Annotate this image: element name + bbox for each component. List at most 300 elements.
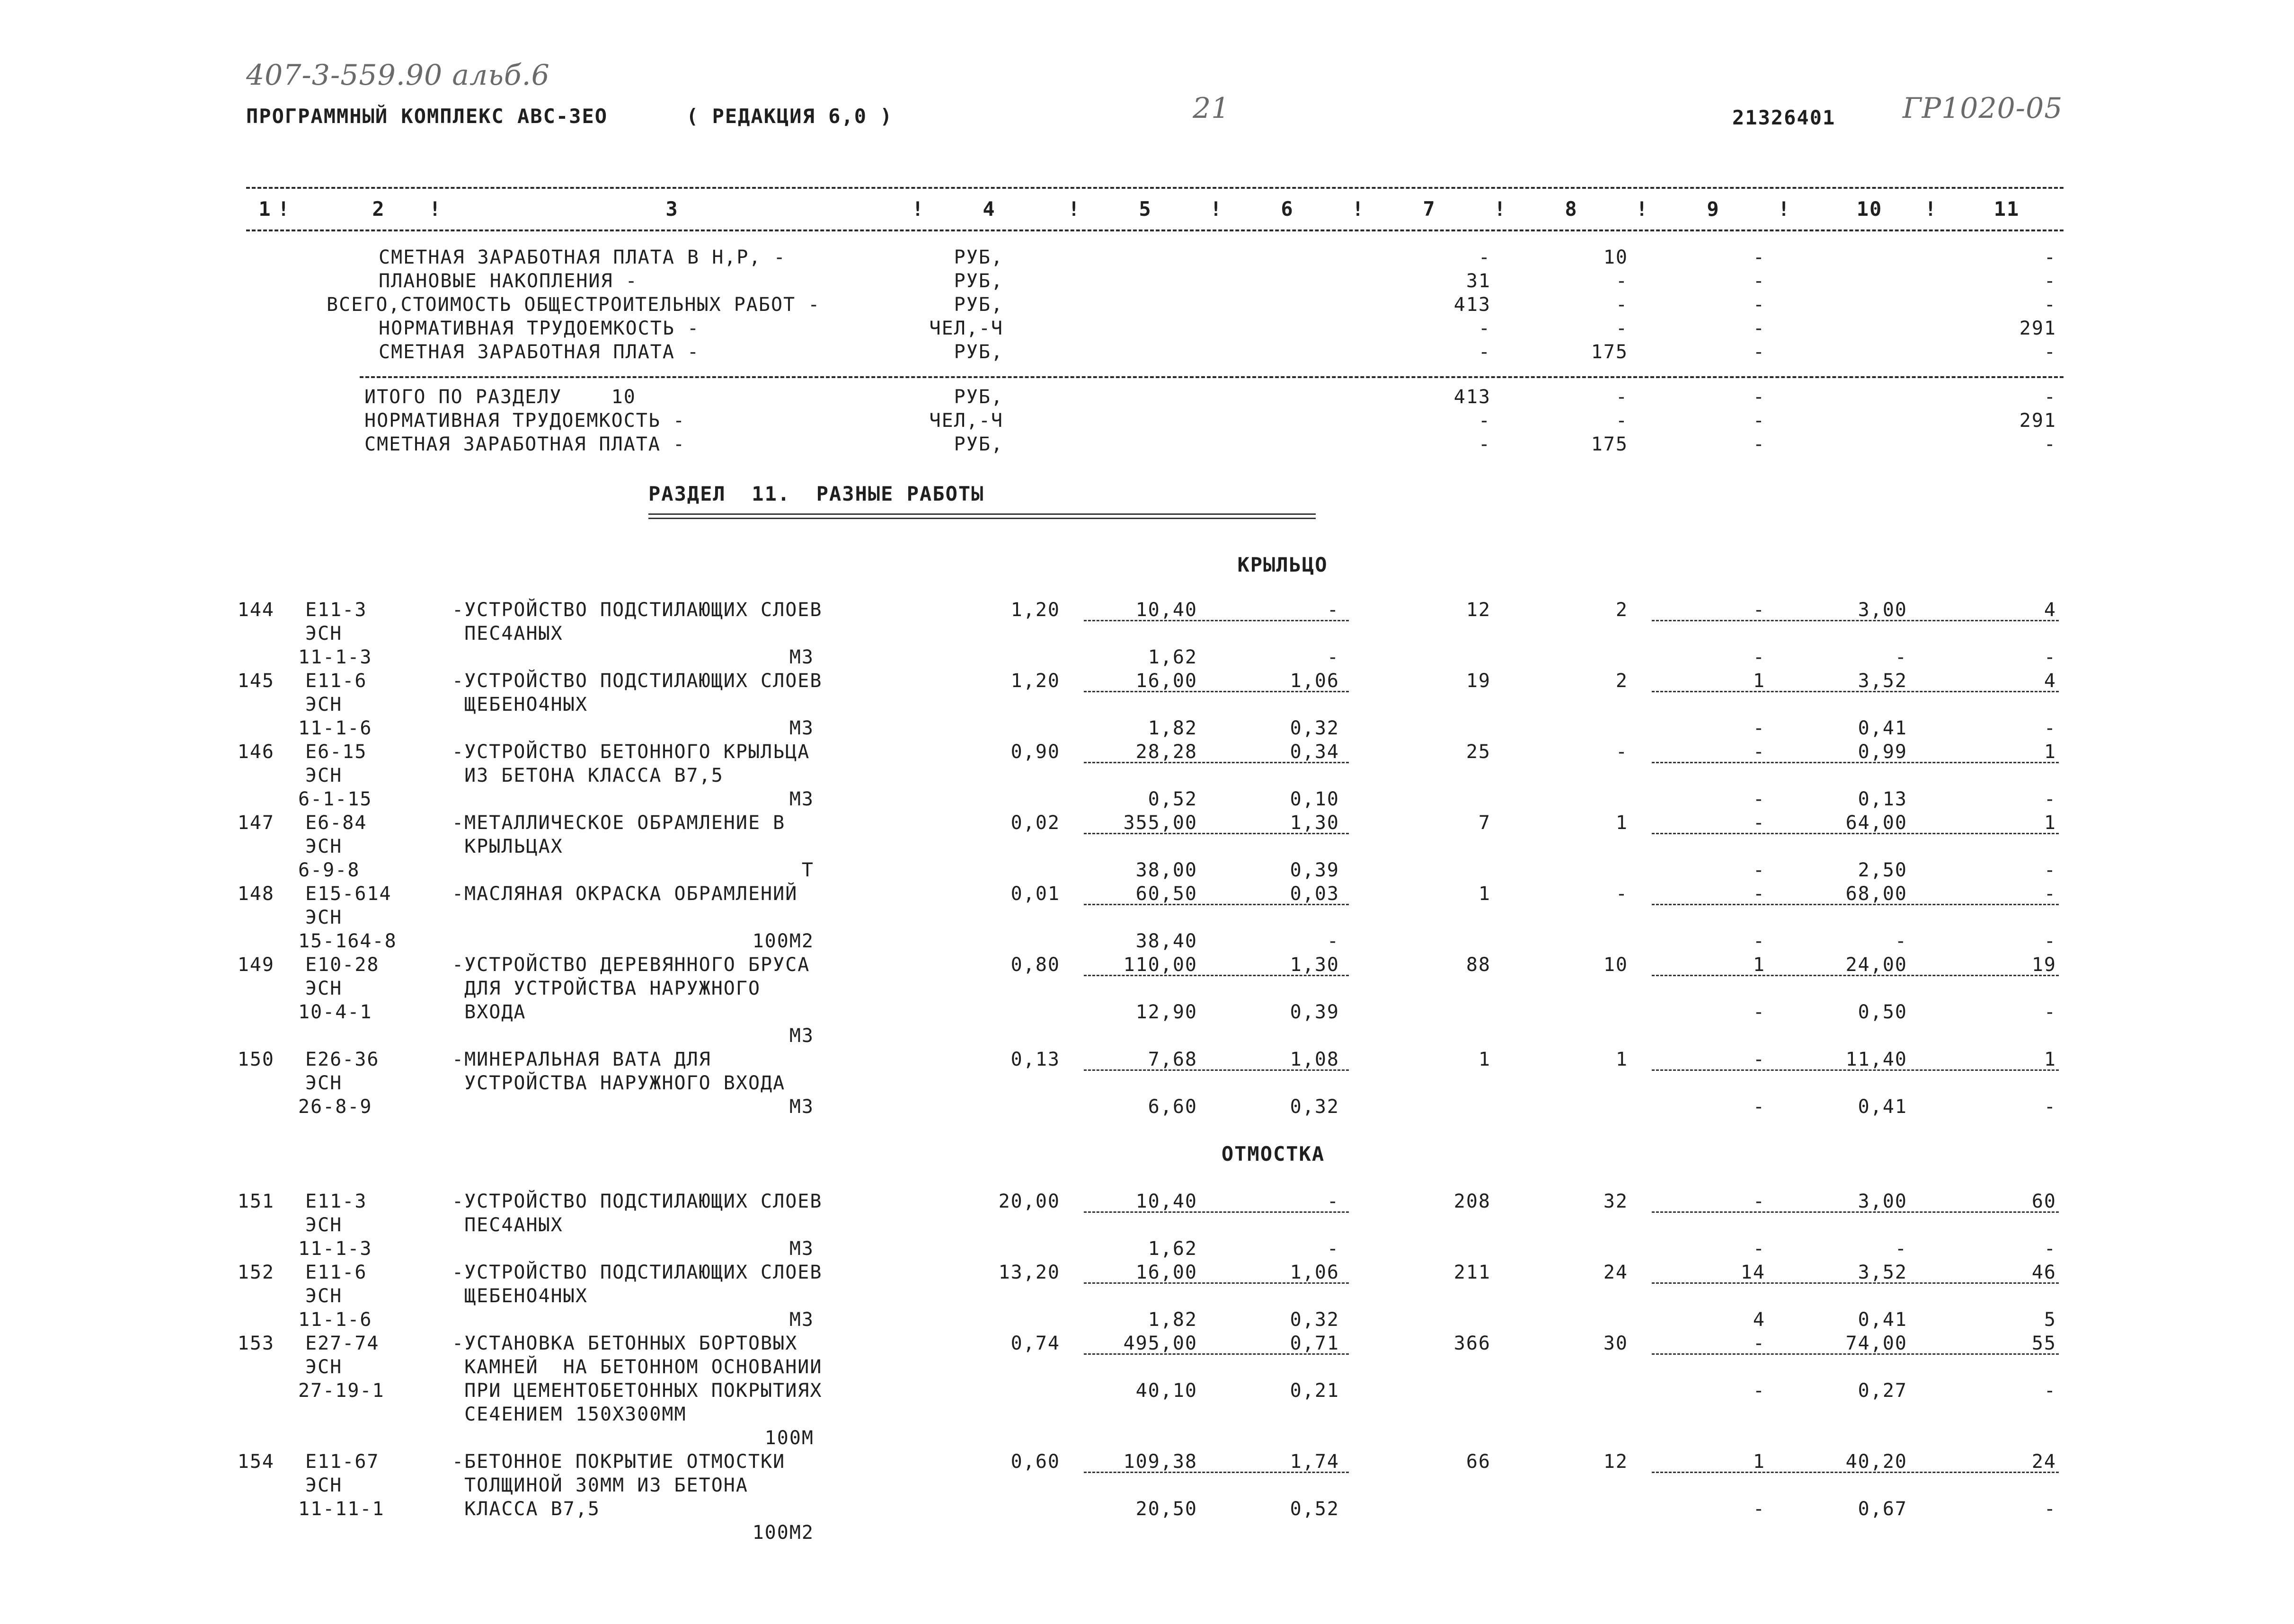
item-description: СЕ4ЕНИЕМ 150Х300ММ: [452, 1403, 687, 1425]
summary-col11: -: [2044, 341, 2056, 363]
item-unit-cost: 10,40: [1135, 1191, 1197, 1212]
item-code: 26-8-9: [298, 1096, 372, 1118]
item-col11-lower: -: [2044, 646, 2056, 668]
item-code: ЭСН: [305, 1214, 343, 1236]
column-separator: !: [277, 197, 291, 221]
item-unit-cost: 28,28: [1135, 741, 1197, 763]
item-machine-cost: -: [1327, 1191, 1339, 1212]
column-separator: !: [1778, 197, 1791, 221]
item-code: Е27-74: [305, 1333, 380, 1354]
item-unit-wage: 12,90: [1135, 1001, 1197, 1023]
item-quantity: 13,20: [998, 1262, 1060, 1283]
summary-col8: -: [1615, 294, 1628, 316]
item-labor-norm: 68,00: [1845, 883, 1907, 905]
summary-col11: 291: [2019, 318, 2056, 339]
item-code: 6-1-15: [298, 788, 372, 810]
item-code: 10-4-1: [298, 1001, 372, 1023]
item-number: 154: [237, 1451, 275, 1473]
item-description: КАМНЕЙ НА БЕТОННОМ ОСНОВАНИИ: [452, 1356, 823, 1378]
item-machine-cost: -: [1327, 599, 1339, 621]
column-number: 10: [1856, 197, 1883, 221]
section-total-col7: -: [1478, 433, 1491, 455]
item-labor-norm: 74,00: [1845, 1333, 1907, 1354]
item-description: -БЕТОННОЕ ПОКРЫТИЕ ОТМОСТКИ: [452, 1451, 786, 1473]
item-machine-wage: 1: [1753, 954, 1765, 976]
item-col9-lower: -: [1753, 859, 1765, 881]
item-total-cost: 7: [1478, 812, 1491, 834]
item-total-cost: 208: [1453, 1191, 1491, 1212]
item-description: -МЕТАЛЛИЧЕСКОЕ ОБРАМЛЕНИЕ В: [452, 812, 786, 834]
item-col10-lower: -: [1895, 930, 1907, 952]
column-separator: !: [1494, 197, 1507, 221]
item-machine-cost: 1,06: [1290, 1262, 1339, 1283]
column-number: 4: [983, 197, 996, 221]
item-code: Е15-614: [305, 883, 392, 905]
item-labor-total: 1: [2044, 812, 2056, 834]
item-unit-machine-wage: 0,52: [1290, 1498, 1339, 1520]
item-unit-cost: 16,00: [1135, 670, 1197, 692]
item-description: ТОЛЩИНОЙ 30ММ ИЗ БЕТОНА: [452, 1474, 748, 1496]
item-code: 27-19-1: [298, 1380, 385, 1402]
item-code: Е10-28: [305, 954, 380, 976]
item-wage: 10: [1603, 954, 1628, 976]
item-unit-cost: 355,00: [1123, 812, 1197, 834]
item-unit-cost: 110,00: [1123, 954, 1197, 976]
section-title: РАЗДЕЛ 11. РАЗНЫЕ РАБОТЫ: [648, 482, 984, 505]
item-code: 6-9-8: [298, 859, 360, 881]
handwritten-project-code: ГР1020-05: [1903, 92, 2063, 125]
item-quantity: 1,20: [1010, 599, 1060, 621]
item-machine-wage: -: [1753, 1049, 1765, 1070]
item-unit-cost: 60,50: [1135, 883, 1197, 905]
item-unit: М3: [789, 1238, 814, 1260]
item-machine-wage: -: [1753, 599, 1765, 621]
item-code: 11-1-6: [298, 717, 372, 739]
item-labor-total: 4: [2044, 670, 2056, 692]
column-number: 8: [1565, 197, 1578, 221]
item-description: -МИНЕРАЛЬНАЯ ВАТА ДЛЯ: [452, 1049, 711, 1070]
item-col10-lower: 0,41: [1858, 717, 1907, 739]
summary-col9: -: [1753, 341, 1765, 363]
summary-label: СМЕТНАЯ ЗАРАБОТНАЯ ПЛАТА -: [379, 341, 700, 363]
item-col11-lower: -: [2044, 930, 2056, 952]
item-unit: М3: [789, 1309, 814, 1331]
item-col10-lower: 0,67: [1858, 1498, 1907, 1520]
item-col10-lower: 0,50: [1858, 1001, 1907, 1023]
item-quantity: 1,20: [1010, 670, 1060, 692]
item-unit-wage: 38,00: [1135, 859, 1197, 881]
item-wage: 12: [1603, 1451, 1628, 1473]
item-code: Е11-67: [305, 1451, 380, 1473]
item-machine-wage: 1: [1753, 1451, 1765, 1473]
item-unit: М3: [789, 1096, 814, 1118]
item-machine-wage: 14: [1740, 1262, 1765, 1283]
summary-col9: -: [1753, 270, 1765, 292]
item-description: ЩЕБЕНО4НЫХ: [452, 1285, 588, 1307]
item-unit-machine-wage: 0,32: [1290, 1309, 1339, 1331]
section-total-col11: -: [2044, 386, 2056, 408]
summary-col7: 413: [1453, 294, 1491, 316]
document-code: 21326401: [1732, 106, 1836, 129]
column-number: 2: [372, 197, 385, 221]
item-labor-norm: 64,00: [1845, 812, 1907, 834]
column-number: 6: [1281, 197, 1294, 221]
item-code: ЭСН: [305, 1285, 343, 1307]
item-machine-cost: 1,08: [1290, 1049, 1339, 1070]
page-number: 21: [1193, 92, 1230, 125]
item-code: Е11-6: [305, 1262, 367, 1283]
item-machine-cost: 0,34: [1290, 741, 1339, 763]
summary-col7: 31: [1466, 270, 1491, 292]
item-code: 11-11-1: [298, 1498, 385, 1520]
item-description: -УСТРОЙСТВО ДЕРЕВЯННОГО БРУСА: [452, 954, 810, 976]
summary-unit: РУБ,: [954, 294, 1003, 316]
item-total-cost: 1: [1478, 1049, 1491, 1070]
subsection-title: КРЫЛЬЦО: [1237, 553, 1328, 576]
column-separator: !: [1210, 197, 1223, 221]
item-description: КРЫЛЬЦАХ: [452, 836, 563, 857]
item-number: 144: [237, 599, 275, 621]
item-unit: 100М2: [752, 1522, 814, 1544]
item-description: -УСТРОЙСТВО ПОДСТИЛАЮЩИХ СЛОЕВ: [452, 599, 823, 621]
section-total-col9: -: [1753, 410, 1765, 432]
item-unit-cost: 109,38: [1123, 1451, 1197, 1473]
item-unit-machine-wage: 0,21: [1290, 1380, 1339, 1402]
item-description: -УСТРОЙСТВО ПОДСТИЛАЮЩИХ СЛОЕВ: [452, 1262, 823, 1283]
summary-col11: -: [2044, 270, 2056, 292]
section-total-col11: -: [2044, 433, 2056, 455]
section-total-col11: 291: [2019, 410, 2056, 432]
section-total-col8: -: [1615, 410, 1628, 432]
item-wage: 1: [1615, 1049, 1628, 1070]
item-machine-cost: 0,03: [1290, 883, 1339, 905]
item-labor-total: 19: [2031, 954, 2056, 976]
summary-unit: ЧЕЛ,-Ч: [929, 318, 1003, 339]
item-unit-machine-wage: -: [1327, 646, 1339, 668]
item-unit: М3: [789, 717, 814, 739]
summary-col7: -: [1478, 318, 1491, 339]
summary-label: ПЛАНОВЫЕ НАКОПЛЕНИЯ -: [379, 270, 638, 292]
column-separator: !: [912, 197, 925, 221]
item-col11-lower: -: [2044, 1380, 2056, 1402]
program-title: ПРОГРАММНЫЙ КОМПЛЕКС АВС-ЗЕО: [246, 105, 608, 128]
item-number: 151: [237, 1191, 275, 1212]
item-unit-wage: 6,60: [1148, 1096, 1197, 1118]
section-total-label: СМЕТНАЯ ЗАРАБОТНАЯ ПЛАТА -: [364, 433, 686, 455]
item-code: 11-1-3: [298, 1238, 372, 1260]
section-total-unit: РУБ,: [954, 386, 1003, 408]
item-unit-wage: 1,62: [1148, 1238, 1197, 1260]
item-col11-lower: -: [2044, 1096, 2056, 1118]
item-description: ВХОДА: [452, 1001, 526, 1023]
item-quantity: 0,74: [1010, 1333, 1060, 1354]
item-number: 150: [237, 1049, 275, 1070]
item-unit-machine-wage: 0,32: [1290, 1096, 1339, 1118]
item-unit-wage: 1,82: [1148, 1309, 1197, 1331]
item-description: ДЛЯ УСТРОЙСТВА НАРУЖНОГО: [452, 978, 761, 999]
summary-col8: 175: [1591, 341, 1628, 363]
item-description: УСТРОЙСТВА НАРУЖНОГО ВХОДА: [452, 1072, 786, 1094]
column-separator: !: [1352, 197, 1365, 221]
item-unit: М3: [789, 646, 814, 668]
item-wage: -: [1615, 883, 1628, 905]
summary-unit: РУБ,: [954, 341, 1003, 363]
item-wage: 1: [1615, 812, 1628, 834]
item-unit-machine-wage: -: [1327, 930, 1339, 952]
item-code: 11-1-6: [298, 1309, 372, 1331]
item-total-cost: 1: [1478, 883, 1491, 905]
item-quantity: 20,00: [998, 1191, 1060, 1212]
summary-label: НОРМАТИВНАЯ ТРУДОЕМКОСТЬ -: [379, 318, 700, 339]
item-description: -УСТАНОВКА БЕТОННЫХ БОРТОВЫХ: [452, 1333, 798, 1354]
item-machine-wage: -: [1753, 741, 1765, 763]
item-code: ЭСН: [305, 836, 343, 857]
item-number: 145: [237, 670, 275, 692]
item-quantity: 0,01: [1010, 883, 1060, 905]
subsection-title: ОТМОСТКА: [1221, 1142, 1325, 1165]
item-unit: Т: [801, 859, 814, 881]
item-code: ЭСН: [305, 978, 343, 999]
summary-col7: -: [1478, 341, 1491, 363]
item-total-cost: 19: [1466, 670, 1491, 692]
item-code: ЭСН: [305, 1474, 343, 1496]
item-code: 11-1-3: [298, 646, 372, 668]
summary-col9: -: [1753, 318, 1765, 339]
item-quantity: 0,60: [1010, 1451, 1060, 1473]
item-labor-total: 4: [2044, 599, 2056, 621]
item-machine-wage: -: [1753, 1333, 1765, 1354]
item-col10-lower: 0,27: [1858, 1380, 1907, 1402]
item-col9-lower: -: [1753, 717, 1765, 739]
column-separator: !: [1924, 197, 1938, 221]
item-labor-total: -: [2044, 883, 2056, 905]
item-unit-machine-wage: 0,39: [1290, 859, 1339, 881]
item-number: 149: [237, 954, 275, 976]
item-description: ПЕС4АНЫХ: [452, 1214, 563, 1236]
section-total-unit: РУБ,: [954, 433, 1003, 455]
item-number: 146: [237, 741, 275, 763]
column-separator: !: [1068, 197, 1081, 221]
item-quantity: 0,02: [1010, 812, 1060, 834]
item-col10-lower: -: [1895, 646, 1907, 668]
item-number: 153: [237, 1333, 275, 1354]
item-code: 15-164-8: [298, 930, 397, 952]
item-total-cost: 12: [1466, 599, 1491, 621]
item-col9-lower: -: [1753, 1238, 1765, 1260]
section-total-col9: -: [1753, 433, 1765, 455]
item-description: ПЕС4АНЫХ: [452, 623, 563, 644]
item-col11-lower: -: [2044, 1238, 2056, 1260]
item-labor-norm: 24,00: [1845, 954, 1907, 976]
summary-col8: -: [1615, 270, 1628, 292]
item-col11-lower: -: [2044, 788, 2056, 810]
item-unit-cost: 10,40: [1135, 599, 1197, 621]
column-number: 3: [665, 197, 679, 221]
item-unit-wage: 38,40: [1135, 930, 1197, 952]
item-col10-lower: 2,50: [1858, 859, 1907, 881]
item-unit-wage: 20,50: [1135, 1498, 1197, 1520]
item-code: ЭСН: [305, 907, 343, 928]
item-unit: М3: [789, 1025, 814, 1047]
item-machine-wage: -: [1753, 1191, 1765, 1212]
item-unit-wage: 1,82: [1148, 717, 1197, 739]
handwritten-archive-note: 407-3-559.90 альб.6: [246, 59, 550, 92]
item-unit-machine-wage: 0,39: [1290, 1001, 1339, 1023]
item-labor-norm: 11,40: [1845, 1049, 1907, 1070]
summary-col7: -: [1478, 247, 1491, 268]
section-total-col7: 413: [1453, 386, 1491, 408]
section-total-unit: ЧЕЛ,-Ч: [929, 410, 1003, 432]
item-unit-wage: 40,10: [1135, 1380, 1197, 1402]
item-col9-lower: -: [1753, 788, 1765, 810]
item-col11-lower: 5: [2044, 1309, 2056, 1331]
item-labor-total: 1: [2044, 1049, 2056, 1070]
item-total-cost: 88: [1466, 954, 1491, 976]
summary-col11: -: [2044, 247, 2056, 268]
item-col11-lower: -: [2044, 859, 2056, 881]
item-unit: 100М: [764, 1427, 814, 1449]
column-number: 7: [1423, 197, 1436, 221]
item-machine-wage: 1: [1753, 670, 1765, 692]
item-unit-machine-wage: 0,10: [1290, 788, 1339, 810]
item-col9-lower: -: [1753, 1096, 1765, 1118]
summary-label: ВСЕГО,СТОИМОСТЬ ОБЩЕСТРОИТЕЛЬНЫХ РАБОТ -: [327, 294, 821, 316]
item-code: Е26-36: [305, 1049, 380, 1070]
item-machine-cost: 1,06: [1290, 670, 1339, 692]
item-description: ЩЕБЕНО4НЫХ: [452, 694, 588, 715]
item-machine-cost: 1,30: [1290, 954, 1339, 976]
item-quantity: 0,13: [1010, 1049, 1060, 1070]
column-number: 1: [258, 197, 272, 221]
section-total-col7: -: [1478, 410, 1491, 432]
summary-col9: -: [1753, 247, 1765, 268]
item-number: 148: [237, 883, 275, 905]
item-code: Е11-3: [305, 1191, 367, 1212]
item-wage: 24: [1603, 1262, 1628, 1283]
item-code: Е11-6: [305, 670, 367, 692]
item-wage: 2: [1615, 670, 1628, 692]
item-total-cost: 211: [1453, 1262, 1491, 1283]
item-col11-lower: -: [2044, 717, 2056, 739]
item-col9-lower: -: [1753, 646, 1765, 668]
section-total-col9: -: [1753, 386, 1765, 408]
item-unit-machine-wage: 0,32: [1290, 717, 1339, 739]
summary-col8: 10: [1603, 247, 1628, 268]
item-unit-cost: 7,68: [1148, 1049, 1197, 1070]
item-col10-lower: 0,41: [1858, 1096, 1907, 1118]
item-unit-machine-wage: -: [1327, 1238, 1339, 1260]
summary-col9: -: [1753, 294, 1765, 316]
item-col10-lower: -: [1895, 1238, 1907, 1260]
item-code: ЭСН: [305, 765, 343, 786]
summary-unit: РУБ,: [954, 270, 1003, 292]
summary-col11: -: [2044, 294, 2056, 316]
item-code: ЭСН: [305, 1072, 343, 1094]
item-machine-cost: 1,74: [1290, 1451, 1339, 1473]
item-col11-lower: -: [2044, 1001, 2056, 1023]
column-separator: !: [429, 197, 442, 221]
item-code: Е6-15: [305, 741, 367, 763]
item-machine-cost: 0,71: [1290, 1333, 1339, 1354]
section-total-label: ИТОГО ПО РАЗДЕЛУ 10: [364, 386, 636, 408]
item-quantity: 0,80: [1010, 954, 1060, 976]
item-total-cost: 25: [1466, 741, 1491, 763]
item-labor-norm: 0,99: [1858, 741, 1907, 763]
summary-unit: РУБ,: [954, 247, 1003, 268]
item-total-cost: 66: [1466, 1451, 1491, 1473]
column-separator: !: [1636, 197, 1649, 221]
item-machine-wage: -: [1753, 812, 1765, 834]
item-labor-total: 60: [2031, 1191, 2056, 1212]
item-number: 152: [237, 1262, 275, 1283]
item-labor-total: 55: [2031, 1333, 2056, 1354]
section-total-label: НОРМАТИВНАЯ ТРУДОЕМКОСТЬ -: [364, 410, 686, 432]
item-labor-norm: 3,00: [1858, 1191, 1907, 1212]
item-wage: 2: [1615, 599, 1628, 621]
edition-label: ( РЕДАКЦИЯ 6,0 ): [686, 105, 893, 128]
item-description: -УСТРОЙСТВО БЕТОННОГО КРЫЛЬЦА: [452, 741, 810, 763]
item-labor-total: 24: [2031, 1451, 2056, 1473]
item-description: ИЗ БЕТОНА КЛАССА В7,5: [452, 765, 724, 786]
column-number: 5: [1139, 197, 1152, 221]
item-col10-lower: 0,41: [1858, 1309, 1907, 1331]
item-machine-cost: 1,30: [1290, 812, 1339, 834]
item-col10-lower: 0,13: [1858, 788, 1907, 810]
item-unit-wage: 0,52: [1148, 788, 1197, 810]
item-labor-norm: 40,20: [1845, 1451, 1907, 1473]
item-code: ЭСН: [305, 623, 343, 644]
item-description: -УСТРОЙСТВО ПОДСТИЛАЮЩИХ СЛОЕВ: [452, 670, 823, 692]
column-number: 9: [1707, 197, 1720, 221]
item-col11-lower: -: [2044, 1498, 2056, 1520]
item-description: ПРИ ЦЕМЕНТОБЕТОННЫХ ПОКРЫТИЯХ: [452, 1380, 823, 1402]
item-col9-lower: 4: [1753, 1309, 1765, 1331]
item-col9-lower: -: [1753, 1498, 1765, 1520]
item-labor-norm: 3,00: [1858, 599, 1907, 621]
item-machine-wage: -: [1753, 883, 1765, 905]
item-unit: М3: [789, 788, 814, 810]
item-labor-norm: 3,52: [1858, 1262, 1907, 1283]
item-wage: 32: [1603, 1191, 1628, 1212]
item-unit-wage: 1,62: [1148, 646, 1197, 668]
item-wage: -: [1615, 741, 1628, 763]
section-total-col8: 175: [1591, 433, 1628, 455]
item-description: -МАСЛЯНАЯ ОКРАСКА ОБРАМЛЕНИЙ: [452, 883, 798, 905]
item-labor-total: 1: [2044, 741, 2056, 763]
item-unit: 100М2: [752, 930, 814, 952]
item-unit-cost: 16,00: [1135, 1262, 1197, 1283]
section-total-col8: -: [1615, 386, 1628, 408]
column-number: 11: [1993, 197, 2020, 221]
item-code: Е6-84: [305, 812, 367, 834]
item-col9-lower: -: [1753, 1380, 1765, 1402]
item-code: Е11-3: [305, 599, 367, 621]
summary-col8: -: [1615, 318, 1628, 339]
item-total-cost: 366: [1453, 1333, 1491, 1354]
item-col9-lower: -: [1753, 1001, 1765, 1023]
item-description: КЛАССА В7,5: [452, 1498, 600, 1520]
item-col9-lower: -: [1753, 930, 1765, 952]
item-description: -УСТРОЙСТВО ПОДСТИЛАЮЩИХ СЛОЕВ: [452, 1191, 823, 1212]
item-code: ЭСН: [305, 1356, 343, 1378]
item-unit-cost: 495,00: [1123, 1333, 1197, 1354]
item-wage: 30: [1603, 1333, 1628, 1354]
item-code: ЭСН: [305, 694, 343, 715]
item-labor-total: 46: [2031, 1262, 2056, 1283]
item-number: 147: [237, 812, 275, 834]
summary-label: СМЕТНАЯ ЗАРАБОТНАЯ ПЛАТА В Н,Р, -: [379, 247, 786, 268]
item-quantity: 0,90: [1010, 741, 1060, 763]
